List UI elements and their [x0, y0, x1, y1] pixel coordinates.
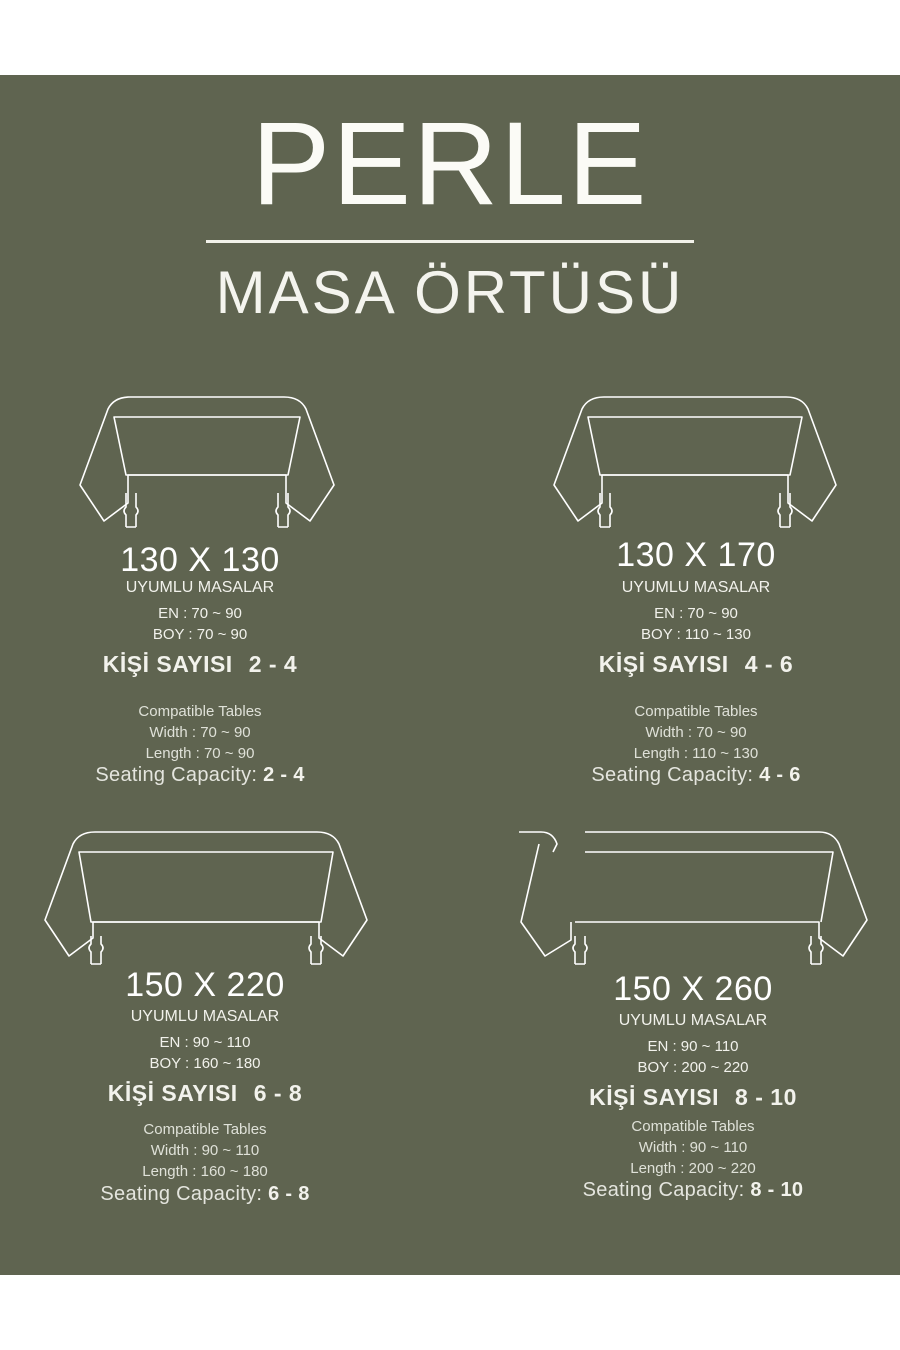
size-card-130x170: [496, 395, 896, 795]
width-en: Width : 90 ~ 110: [638, 1139, 748, 1156]
tablecloth-icon: [78, 395, 336, 535]
width-tr: EN : 90 ~ 110: [159, 1034, 251, 1051]
brand-title: PERLE: [251, 98, 649, 230]
width-en: Width : 70 ~ 90: [149, 724, 251, 741]
seating-en: [493, 1180, 893, 1200]
seating-tr: [496, 653, 896, 676]
seating-label-en: Seating Capacity:: [582, 1179, 745, 1201]
seating-value-tr: 6 - 8: [253, 1080, 303, 1106]
seating-tr: [493, 1086, 893, 1109]
width-en: Width : 90 ~ 110: [150, 1142, 260, 1159]
seating-label-tr: KİŞİ SAYISI: [589, 1084, 720, 1110]
seating-label-tr: KİŞİ SAYISI: [102, 651, 233, 677]
seating-label-en: Seating Capacity:: [591, 764, 754, 786]
seating-value-en: 4 - 6: [759, 764, 801, 786]
length-en: Length : 110 ~ 130: [633, 745, 759, 762]
seating-value-tr: 8 - 10: [735, 1084, 797, 1110]
seating-en: [5, 1184, 405, 1204]
compatible-tables-en: Compatible Tables: [143, 1121, 267, 1138]
compatible-tables-tr: UYUMLU MASALAR: [618, 1012, 768, 1029]
length-en: Length : 160 ~ 180: [142, 1163, 268, 1180]
size-label: 150 X 260: [613, 970, 773, 1008]
seating-value-en: 2 - 4: [263, 764, 305, 786]
length-tr: BOY : 200 ~ 220: [637, 1059, 749, 1076]
compatible-tables-en: Compatible Tables: [631, 1118, 755, 1135]
width-tr: EN : 70 ~ 90: [158, 605, 242, 622]
length-tr: BOY : 70 ~ 90: [152, 626, 248, 643]
size-label: 130 X 130: [120, 541, 280, 579]
seating-value-en: 8 - 10: [750, 1179, 804, 1201]
title-divider: [206, 240, 694, 243]
seating-label-tr: KİŞİ SAYISI: [107, 1080, 238, 1106]
size-label: 130 X 170: [616, 536, 776, 574]
width-tr: EN : 70 ~ 90: [654, 605, 738, 622]
seating-en: [496, 765, 896, 785]
tablecloth-icon: [519, 830, 869, 970]
length-tr: BOY : 160 ~ 180: [149, 1055, 261, 1072]
tablecloth-icon: [552, 395, 838, 535]
seating-label-en: Seating Capacity:: [100, 1183, 263, 1205]
width-tr: EN : 90 ~ 110: [647, 1038, 739, 1055]
length-tr: BOY : 110 ~ 130: [641, 626, 751, 643]
seating-tr: [0, 653, 400, 676]
compatible-tables-tr: UYUMLU MASALAR: [621, 579, 771, 596]
seating-label-en: Seating Capacity:: [95, 764, 258, 786]
tablecloth-icon: [43, 830, 369, 970]
seating-en: [0, 765, 400, 785]
compatible-tables-en: Compatible Tables: [138, 703, 262, 720]
product-panel: [0, 75, 900, 1275]
seating-value-tr: 4 - 6: [744, 651, 794, 677]
width-en: Width : 70 ~ 90: [645, 724, 747, 741]
length-en: Length : 70 ~ 90: [145, 745, 255, 762]
seating-value-tr: 2 - 4: [248, 651, 298, 677]
compatible-tables-tr: UYUMLU MASALAR: [125, 579, 275, 596]
seating-tr: [5, 1082, 405, 1105]
compatible-tables-tr: UYUMLU MASALAR: [130, 1008, 280, 1025]
size-label: 150 X 220: [125, 966, 285, 1004]
compatible-tables-en: Compatible Tables: [634, 703, 758, 720]
size-card-150x260: [493, 830, 893, 1230]
seating-label-tr: KİŞİ SAYISI: [598, 651, 729, 677]
seating-value-en: 6 - 8: [268, 1183, 310, 1205]
size-card-130x130: [0, 395, 400, 795]
product-subtitle: MASA ÖRTÜSÜ: [215, 259, 685, 326]
length-en: Length : 200 ~ 220: [630, 1160, 756, 1177]
size-card-150x220: [5, 830, 405, 1230]
